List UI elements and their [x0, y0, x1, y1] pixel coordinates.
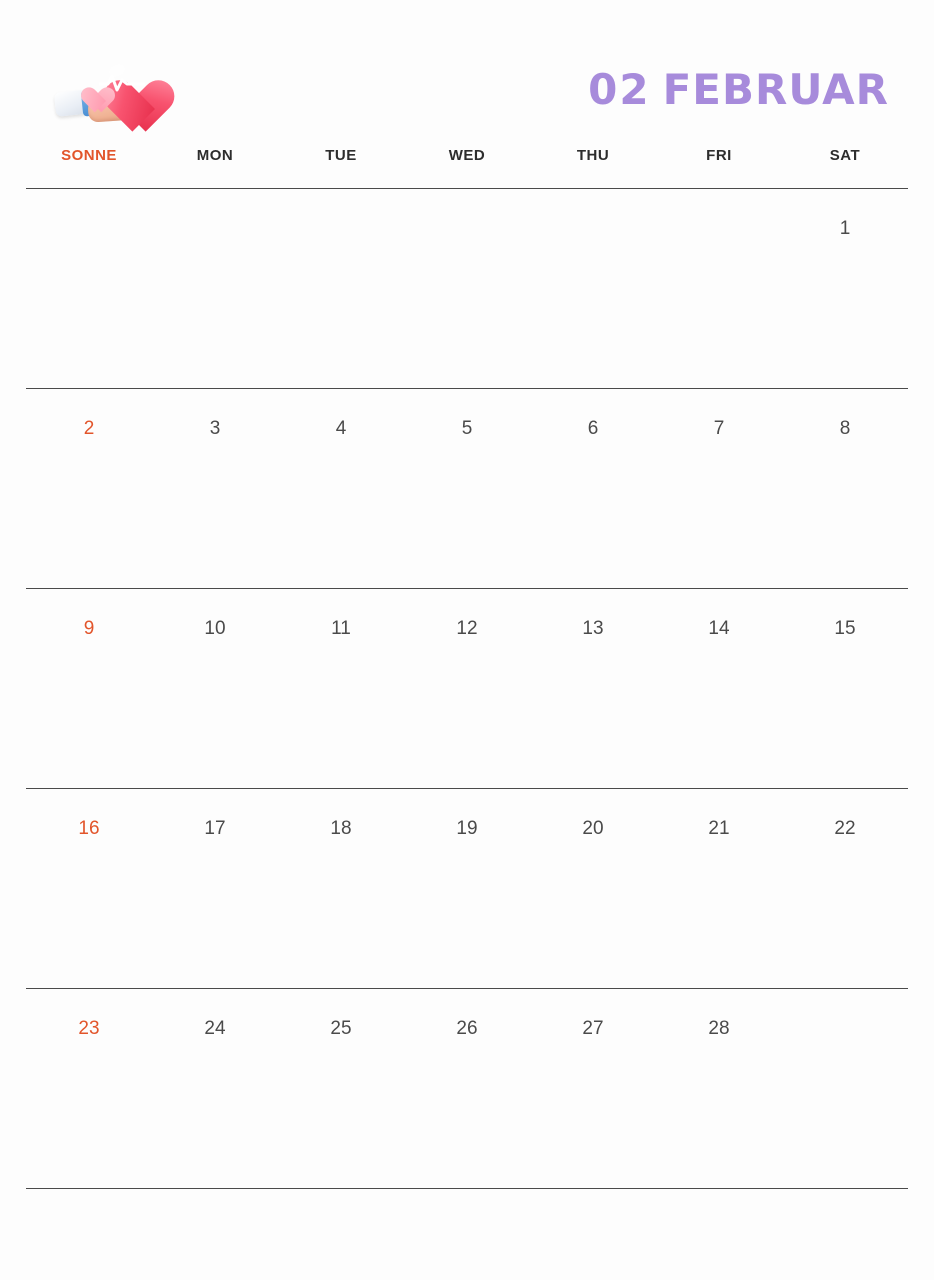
day-number: 25	[330, 1018, 352, 1039]
day-number: 13	[582, 618, 604, 639]
day-cell[interactable]	[530, 989, 656, 1188]
day-cell[interactable]	[782, 189, 908, 388]
day-cell[interactable]	[26, 589, 152, 788]
week-row	[26, 989, 908, 1189]
calendar-grid	[26, 188, 908, 1189]
week-row	[26, 189, 908, 389]
day-number: 2	[83, 418, 95, 439]
day-cell[interactable]	[152, 589, 278, 788]
day-number: 11	[331, 618, 351, 639]
day-cell[interactable]	[404, 589, 530, 788]
day-cell[interactable]	[26, 189, 152, 388]
day-number: 5	[461, 418, 473, 439]
day-cell[interactable]	[782, 589, 908, 788]
day-number: 3	[209, 418, 221, 439]
day-number: 8	[839, 418, 851, 439]
day-number: 20	[582, 818, 604, 839]
week-row	[26, 589, 908, 789]
month-number: 02	[588, 65, 651, 114]
day-cell[interactable]	[26, 989, 152, 1188]
day-cell[interactable]	[278, 589, 404, 788]
day-cell[interactable]	[278, 189, 404, 388]
day-number: 7	[713, 418, 725, 439]
day-cell[interactable]	[404, 989, 530, 1188]
day-number: 23	[78, 1018, 100, 1039]
day-number: 10	[204, 618, 226, 639]
weekday-sat: SAT	[829, 147, 861, 164]
day-cell[interactable]	[404, 189, 530, 388]
day-cell[interactable]	[278, 989, 404, 1188]
day-number: 6	[587, 418, 599, 439]
day-number: 9	[83, 618, 95, 639]
calendar-header	[0, 0, 934, 125]
day-cell[interactable]	[656, 989, 782, 1188]
day-cell[interactable]	[530, 589, 656, 788]
weekday-mon: MON	[196, 147, 234, 164]
day-cell[interactable]	[404, 389, 530, 588]
day-cell[interactable]	[656, 189, 782, 388]
day-number: 24	[204, 1018, 226, 1039]
day-cell[interactable]	[782, 989, 908, 1188]
weekday-thu: THU	[576, 147, 610, 164]
weekday-fri: FRI	[706, 147, 732, 164]
day-cell[interactable]	[152, 789, 278, 988]
week-row	[26, 789, 908, 989]
day-number: 15	[834, 618, 856, 639]
day-number: 4	[335, 418, 347, 439]
week-row	[26, 389, 908, 589]
weekday-wed: WED	[448, 147, 486, 164]
day-cell[interactable]	[152, 189, 278, 388]
heart-in-hand-icon	[55, 51, 175, 129]
page-title	[588, 65, 889, 114]
day-number: 21	[708, 818, 730, 839]
day-number: 12	[456, 618, 478, 639]
day-cell[interactable]	[26, 789, 152, 988]
day-number: 22	[834, 818, 856, 839]
day-cell[interactable]	[530, 189, 656, 388]
day-cell[interactable]	[782, 789, 908, 988]
weekday-sunne: SONNE	[61, 147, 117, 164]
weekday-tue: TUE	[325, 147, 357, 164]
day-number: 28	[708, 1018, 730, 1039]
weekday-header-row	[0, 147, 934, 164]
day-number: 18	[330, 818, 352, 839]
day-cell[interactable]	[530, 389, 656, 588]
day-cell[interactable]	[782, 389, 908, 588]
day-number: 17	[204, 818, 226, 839]
day-cell[interactable]	[656, 589, 782, 788]
day-cell[interactable]	[152, 989, 278, 1188]
day-number: 16	[78, 818, 100, 839]
day-number: 27	[582, 1018, 604, 1039]
day-cell[interactable]	[278, 389, 404, 588]
day-cell[interactable]	[404, 789, 530, 988]
day-number: 1	[839, 218, 851, 239]
day-cell[interactable]	[26, 389, 152, 588]
day-number: 26	[456, 1018, 478, 1039]
day-cell[interactable]	[152, 389, 278, 588]
day-cell[interactable]	[278, 789, 404, 988]
day-cell[interactable]	[530, 789, 656, 988]
day-cell[interactable]	[656, 789, 782, 988]
day-number: 19	[456, 818, 478, 839]
day-number: 14	[708, 618, 730, 639]
day-cell[interactable]	[656, 389, 782, 588]
month-name: FEBRUAR	[662, 65, 889, 114]
ecg-line-icon	[99, 71, 145, 93]
